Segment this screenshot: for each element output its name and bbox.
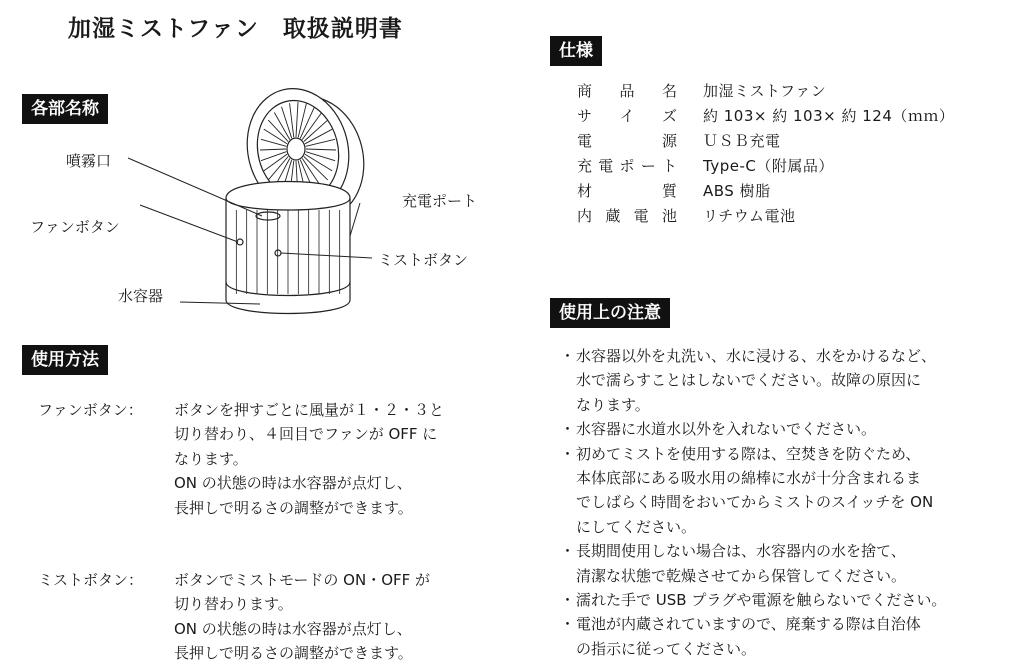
spec-value: 約 103× 約 103× 約 124（ｍｍ） [703,107,955,125]
spec-key: 電 源 [577,132,677,150]
note-text: 電池が内蔵されていますので、廃棄する際は自治体 の指示に従ってください。 [576,615,921,658]
usage-key: ミストボタン： [38,571,144,589]
spec-key: 商 品 名 [577,82,677,100]
notes-header: 使用上の注意 [550,298,670,328]
label-mist-button: ミストボタン [378,251,469,269]
note-item [558,612,1008,661]
usage-key: ファンボタン： [38,401,143,419]
note-text: 初めてミストを使用する際は、空焚きを防ぐため、 本体底部にある吸水用の綿棒に水が十分含まれるま でしばらく時間をおいてからミストのスイッチを ON にしてください。 [576,444,934,536]
notes-list [558,344,1008,661]
spec-key: 内 蔵 電 池 [577,207,677,225]
bullet: ・ [560,542,576,561]
note-text: 濡れた手で USB プラグや電源を触らないでください。 [576,591,947,610]
label-charge-port: 充電ポート [402,192,478,210]
spec-key: サ イ ズ [577,107,677,125]
note-item [558,539,1008,588]
note-item [558,344,1008,417]
spec-key: 材 質 [577,182,677,200]
usage-text: ボタンでミストモードの ON・OFF が 切り替わります。 ON の状態の時は水容器が点灯し、 長押しで明るさの調整ができます。 [174,571,431,663]
usage-header: 使用方法 [22,345,108,375]
note-text: 水容器以外を丸洗い、水に浸ける、水をかけるなど、 水で濡らすことはしないでください。故障の原因に なります。 [576,347,937,414]
parts-header: 各部名称 [22,94,108,124]
spec-value: ＵＳＢ充電 [703,132,781,150]
spec-value: 加湿ミストファン [703,82,827,100]
specs-header: 仕様 [550,36,602,66]
note-text: 水容器に水道水以外を入れないでください。 [576,420,877,439]
note-item [558,417,1008,441]
usage-text: ボタンを押すごとに風量が１・２・３と 切り替わり、４回目でファンが OFF に なります。 ON の状態の時は水容器が点灯し、 長押しで明るさの調整ができます。 [174,401,445,517]
note-text: 長期間使用しない場合は、水容器内の水を捨て、 清潔な状態で乾燥させてから保管してください。 [576,542,907,585]
spec-value: ABS 樹脂 [703,182,771,200]
spec-value: Type-C（附属品） [703,157,834,175]
label-fan-button: ファンボタン [30,218,120,236]
page-title: 加湿ミストファン 取扱説明書 [68,16,403,42]
label-water-container: 水容器 [118,287,164,305]
bullet: ・ [560,615,576,634]
spec-value: リチウム電池 [703,207,796,225]
bullet: ・ [560,444,576,463]
label-mist-outlet: 噴霧口 [66,152,112,170]
spec-key: 充 電 ポ ー ト [577,157,677,175]
usage-item-fan-button [38,398,508,528]
bullet: ・ [560,591,576,610]
note-item [558,442,1008,540]
bullet: ・ [560,420,576,439]
fan-button-leader [140,205,238,242]
water-container-body [226,182,350,314]
bullet: ・ [560,347,576,365]
usage-item-mist-button [38,568,508,668]
note-item [558,588,1008,612]
charge-port-leader [350,203,360,236]
